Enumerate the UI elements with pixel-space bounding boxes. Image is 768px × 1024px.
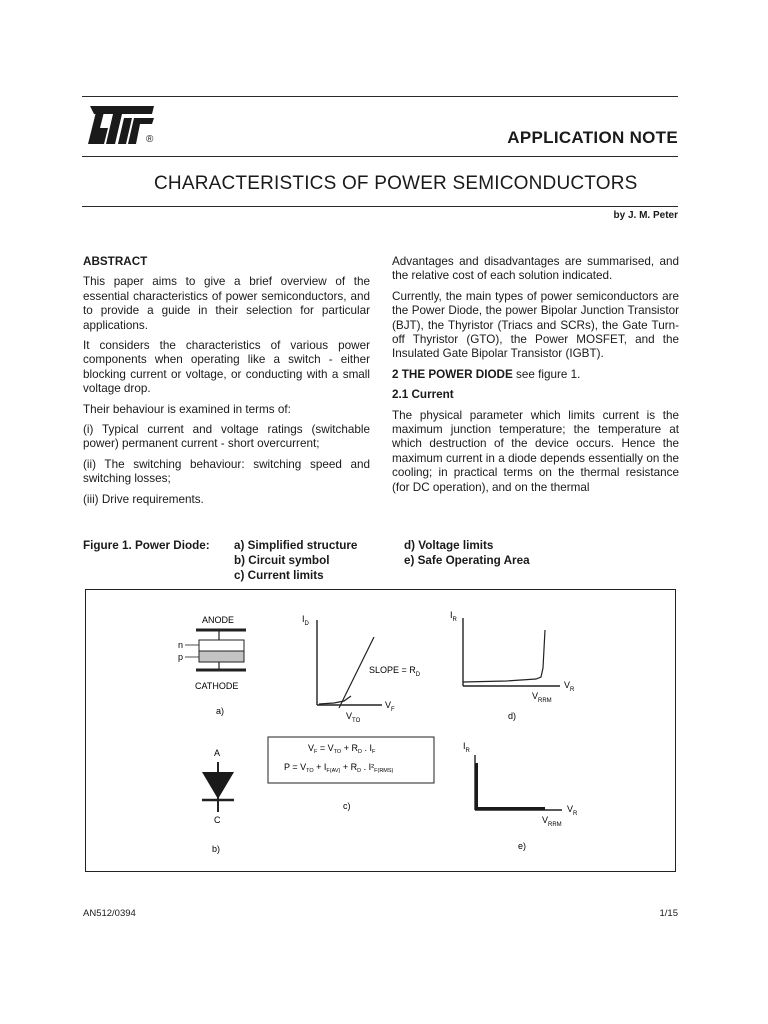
e-soa-vertical <box>475 763 478 810</box>
p-label: p <box>178 652 184 662</box>
figure-caption-right <box>404 538 530 568</box>
abstract-paragraph: Their behaviour is examined in terms of: <box>83 402 291 416</box>
diagram-d-voltage <box>450 610 575 721</box>
section-heading: 2 THE POWER DIODE <box>392 367 513 381</box>
footer-page-number: 1/15 <box>659 908 678 919</box>
n-label: n <box>178 640 184 650</box>
e-axis-x-label: $V_R$ <box>567 804 578 817</box>
abstract-paragraph: (i) Typical current and voltage ratings (switchable power) permanent current - short overcurrent; <box>83 423 370 451</box>
c-axis-y-label: $I_D$ <box>302 614 309 627</box>
figure-diagrams <box>86 590 675 871</box>
section-line <box>392 368 679 382</box>
c-equation-1: $V_F = V_{TO} + R_D$ . $I_F$ <box>308 743 376 755</box>
diagram-b-symbol <box>202 748 234 854</box>
c-knee-curve <box>319 696 351 704</box>
diagram-d-label: d) <box>508 711 517 721</box>
anode-label: ANODE <box>202 615 235 625</box>
section-reference: see figure 1. <box>512 367 581 381</box>
body-paragraph: Currently, the main types of power semiconductors are the Power Diode, the power Bipolar Junction Transistor (BJT), the Thyristor (Triacs and SCRs), the Gate Turn-off Thyristor (GTO), the Power MOSFET, and the Insulated Gate Bipolar Transistor (IGBT). <box>392 289 679 361</box>
caption-item: c) Current limits <box>234 569 324 582</box>
header-rule <box>82 156 678 157</box>
diagram-c-current <box>268 614 434 811</box>
e-soa-horizontal <box>475 807 545 810</box>
diagram-b-label: b) <box>212 844 221 854</box>
author-line: by J. M. Peter <box>613 210 678 221</box>
e-axis-y-label: $I_R$ <box>463 741 470 754</box>
left-column <box>83 255 370 513</box>
abstract-paragraph: It considers the characteristics of various power components when operating like a switch - either blocking current or voltage, or conducting with a small voltage drop. <box>83 339 370 396</box>
diagram-e-label: e) <box>518 841 527 851</box>
c-slope-label: SLOPE = $R_D$ <box>369 665 421 678</box>
d-reverse-curve <box>463 630 545 682</box>
abstract-paragraph: (ii) The switching behaviour: switching speed and switching losses; <box>83 457 370 486</box>
d-axis-y-label: $I_R$ <box>450 610 457 623</box>
right-column <box>392 255 679 501</box>
page-title: CHARACTERISTICS OF POWER SEMICONDUCTORS <box>154 173 638 194</box>
diagram-a-label: a) <box>216 706 225 716</box>
top-rule <box>82 96 678 97</box>
c-vto-label: $V_{TO}$ <box>346 711 361 724</box>
caption-item: e) Safe Operating Area <box>404 554 530 567</box>
subsection-heading: 2.1 Current <box>392 388 454 402</box>
cathode-label: CATHODE <box>195 681 239 691</box>
diagram-e-soa <box>463 741 578 851</box>
anode-terminal-label: A <box>214 748 221 758</box>
abstract-heading: ABSTRACT <box>83 255 148 268</box>
diagram-a-structure <box>178 615 246 716</box>
figure-box <box>85 589 676 872</box>
body-paragraph: The physical parameter which limits current is the maximum junction temperature; the temperature at which destruction of the device occurs. Hence the maximum current in a diode depends essentially on the cooling; in practical terms on the thermal resistance (for DC operation), and on the thermal <box>392 408 679 494</box>
registered-mark: ® <box>146 134 154 145</box>
cathode-terminal-label: C <box>214 815 221 825</box>
figure-caption-label: Figure 1. Power Diode: <box>83 539 210 552</box>
caption-item: b) Circuit symbol <box>234 554 330 567</box>
e-vrrm-label: $V_{RRM}$ <box>542 815 562 828</box>
abstract-paragraph: (iii) Drive requirements. <box>83 492 204 506</box>
c-axis-x-label: $V_F$ <box>385 700 395 713</box>
diode-triangle <box>202 772 234 799</box>
p-layer <box>199 651 244 662</box>
document-type: APPLICATION NOTE <box>507 128 678 147</box>
d-vrrm-label: $V_{RRM}$ <box>532 691 552 704</box>
abstract-paragraph: This paper aims to give a brief overview of the essential characteristics of power semiconductors, and to provide a guide in their selection for particular applications. <box>83 275 370 332</box>
c-equation-2: $P = V_{TO} + I_{F(AV)} + R_D$ . $I^2_{F(RMS)}$ <box>284 762 394 774</box>
d-axis-x-label: $V_R$ <box>564 680 575 693</box>
caption-item: d) Voltage limits <box>404 539 494 552</box>
title-rule <box>82 206 678 207</box>
diagram-c-label: c) <box>343 801 351 811</box>
body-paragraph: Advantages and disadvantages are summarised, and the relative cost of each solution indicated. <box>392 255 679 283</box>
footer-doc-code: AN512/0394 <box>83 908 136 919</box>
figure-caption-left <box>234 538 357 583</box>
caption-item: a) Simplified structure <box>234 539 358 552</box>
n-layer <box>199 640 244 651</box>
